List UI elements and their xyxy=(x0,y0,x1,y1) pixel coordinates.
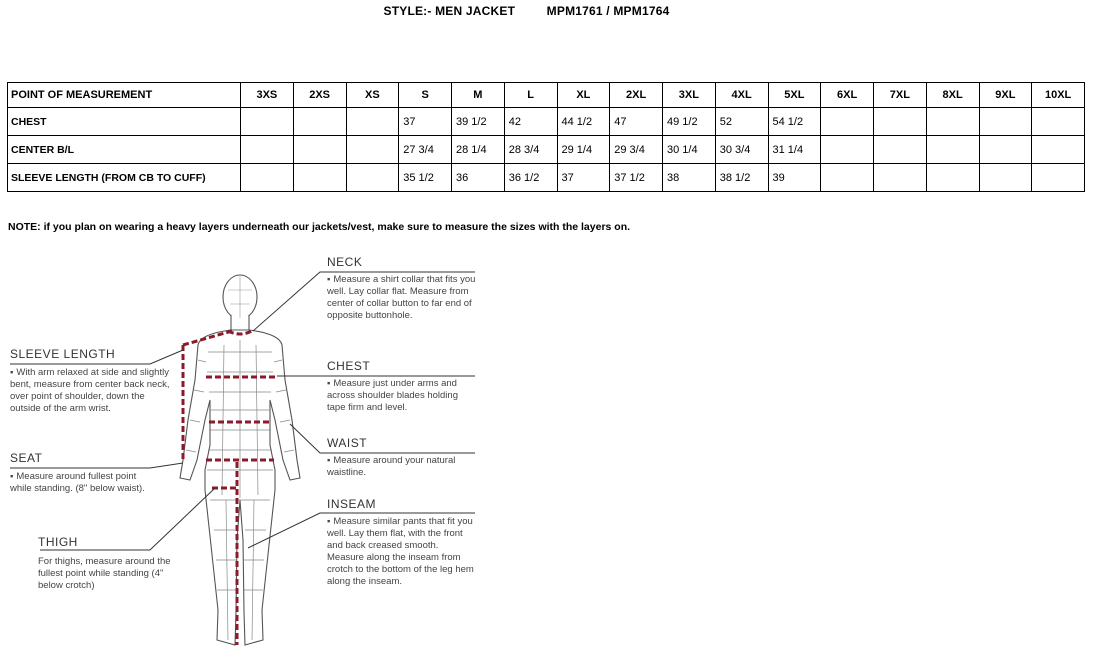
table-cell xyxy=(926,164,979,192)
neck-callout xyxy=(327,256,477,322)
table-cell xyxy=(293,108,346,136)
header-size-6xl: 6XL xyxy=(821,83,874,108)
header-size-l: L xyxy=(504,83,557,108)
table-cell xyxy=(979,164,1032,192)
table-cell xyxy=(1032,108,1085,136)
waist-title: WAIST xyxy=(327,436,368,450)
table-cell xyxy=(926,136,979,164)
table-cell xyxy=(293,136,346,164)
table-cell xyxy=(346,164,399,192)
sleeve-length-text: ▪ With arm relaxed at side and slightly bent, measure from center back neck, over point of shoulder, down the outside of the arm wrist. xyxy=(10,367,175,415)
table-cell xyxy=(821,136,874,164)
inseam-title: INSEAM xyxy=(327,497,377,511)
table-header-row xyxy=(8,83,1085,108)
table-cell: 37 xyxy=(557,164,610,192)
header-size-xl: XL xyxy=(557,83,610,108)
table-cell xyxy=(346,108,399,136)
table-cell xyxy=(926,108,979,136)
table-cell: 36 xyxy=(452,164,505,192)
table-cell: 52 xyxy=(715,108,768,136)
table-cell: 27 3/4 xyxy=(399,136,452,164)
header-size-2xl: 2XL xyxy=(610,83,663,108)
inseam-text: ▪ Measure similar pants that fit you well. Lay them flat, with the front and back creased smooth. Measure along the inseam from crotch to the bottom of the leg hem along the inseam. xyxy=(327,516,477,588)
table-cell: 31 1/4 xyxy=(768,136,821,164)
header-point-of-measurement: POINT OF MEASUREMENT xyxy=(8,83,241,108)
table-cell xyxy=(346,136,399,164)
chest-text: ▪ Measure just under arms and across shoulder blades holding tape firm and level. xyxy=(327,378,477,414)
header-size-3xl: 3XL xyxy=(663,83,716,108)
table-cell xyxy=(821,108,874,136)
table-row xyxy=(8,164,1085,192)
chest-callout xyxy=(327,360,477,414)
sleeve-length-callout xyxy=(10,348,175,415)
waist-text: ▪ Measure around your natural waistline. xyxy=(327,455,477,479)
table-cell: 36 1/2 xyxy=(504,164,557,192)
table-cell: 38 1/2 xyxy=(715,164,768,192)
table-cell xyxy=(979,108,1032,136)
style-label: STYLE:- MEN JACKET xyxy=(383,4,516,18)
header-size-m: M xyxy=(452,83,505,108)
table-cell: 37 xyxy=(399,108,452,136)
style-codes: MPM1761 / MPM1764 xyxy=(546,4,670,18)
thigh-callout xyxy=(38,536,183,592)
row-label: CENTER B/L xyxy=(8,136,241,164)
table-cell: 42 xyxy=(504,108,557,136)
table-cell xyxy=(874,136,927,164)
table-cell xyxy=(1032,164,1085,192)
measurement-guide xyxy=(0,250,520,655)
row-label: SLEEVE LENGTH (FROM CB TO CUFF) xyxy=(8,164,241,192)
header-size-s: S xyxy=(399,83,452,108)
inseam-callout xyxy=(327,498,477,588)
table-cell: 29 1/4 xyxy=(557,136,610,164)
neck-title: NECK xyxy=(327,255,363,269)
table-cell: 44 1/2 xyxy=(557,108,610,136)
thigh-text: For thighs, measure around the fullest point while standing (4" below crotch) xyxy=(38,556,171,591)
header-size-7xl: 7XL xyxy=(874,83,927,108)
seat-text: ▪ Measure around fullest point while standing. (8" below waist). xyxy=(10,471,150,495)
seat-callout xyxy=(10,452,150,495)
header-size-8xl: 8XL xyxy=(926,83,979,108)
header-size-10xl: 10XL xyxy=(1032,83,1085,108)
table-cell: 49 1/2 xyxy=(663,108,716,136)
row-label: CHEST xyxy=(8,108,241,136)
header-size-xs: XS xyxy=(346,83,399,108)
table-cell xyxy=(821,164,874,192)
table-cell: 30 3/4 xyxy=(715,136,768,164)
table-cell: 28 3/4 xyxy=(504,136,557,164)
table-cell xyxy=(241,108,294,136)
table-cell: 39 xyxy=(768,164,821,192)
table-cell: 37 1/2 xyxy=(610,164,663,192)
table-cell xyxy=(1032,136,1085,164)
table-cell xyxy=(979,136,1032,164)
neck-text: ▪ Measure a shirt collar that fits you well. Lay collar flat. Measure from center of collar button to far end of opposite buttonhole. xyxy=(327,274,477,322)
size-chart-table xyxy=(7,82,1085,192)
header-size-9xl: 9XL xyxy=(979,83,1032,108)
table-cell: 47 xyxy=(610,108,663,136)
table-cell: 38 xyxy=(663,164,716,192)
table-cell xyxy=(241,164,294,192)
table-cell: 28 1/4 xyxy=(452,136,505,164)
chest-title: CHEST xyxy=(327,359,371,373)
table-row xyxy=(8,136,1085,164)
layering-note: NOTE: if you plan on wearing a heavy layers underneath our jackets/vest, make sure to measure the sizes with the layers on. xyxy=(8,221,631,233)
table-cell xyxy=(874,108,927,136)
table-cell: 29 3/4 xyxy=(610,136,663,164)
waist-callout xyxy=(327,437,477,479)
thigh-title: THIGH xyxy=(38,535,78,549)
table-cell: 35 1/2 xyxy=(399,164,452,192)
table-row xyxy=(8,108,1085,136)
table-cell: 30 1/4 xyxy=(663,136,716,164)
header-size-3xs: 3XS xyxy=(241,83,294,108)
table-cell xyxy=(874,164,927,192)
document-title xyxy=(0,4,1093,18)
table-cell xyxy=(241,136,294,164)
seat-title: SEAT xyxy=(10,451,43,465)
sleeve-length-title: SLEEVE LENGTH xyxy=(10,347,116,361)
header-size-5xl: 5XL xyxy=(768,83,821,108)
table-cell xyxy=(293,164,346,192)
table-cell: 39 1/2 xyxy=(452,108,505,136)
header-size-2xs: 2XS xyxy=(293,83,346,108)
header-size-4xl: 4XL xyxy=(715,83,768,108)
table-cell: 54 1/2 xyxy=(768,108,821,136)
